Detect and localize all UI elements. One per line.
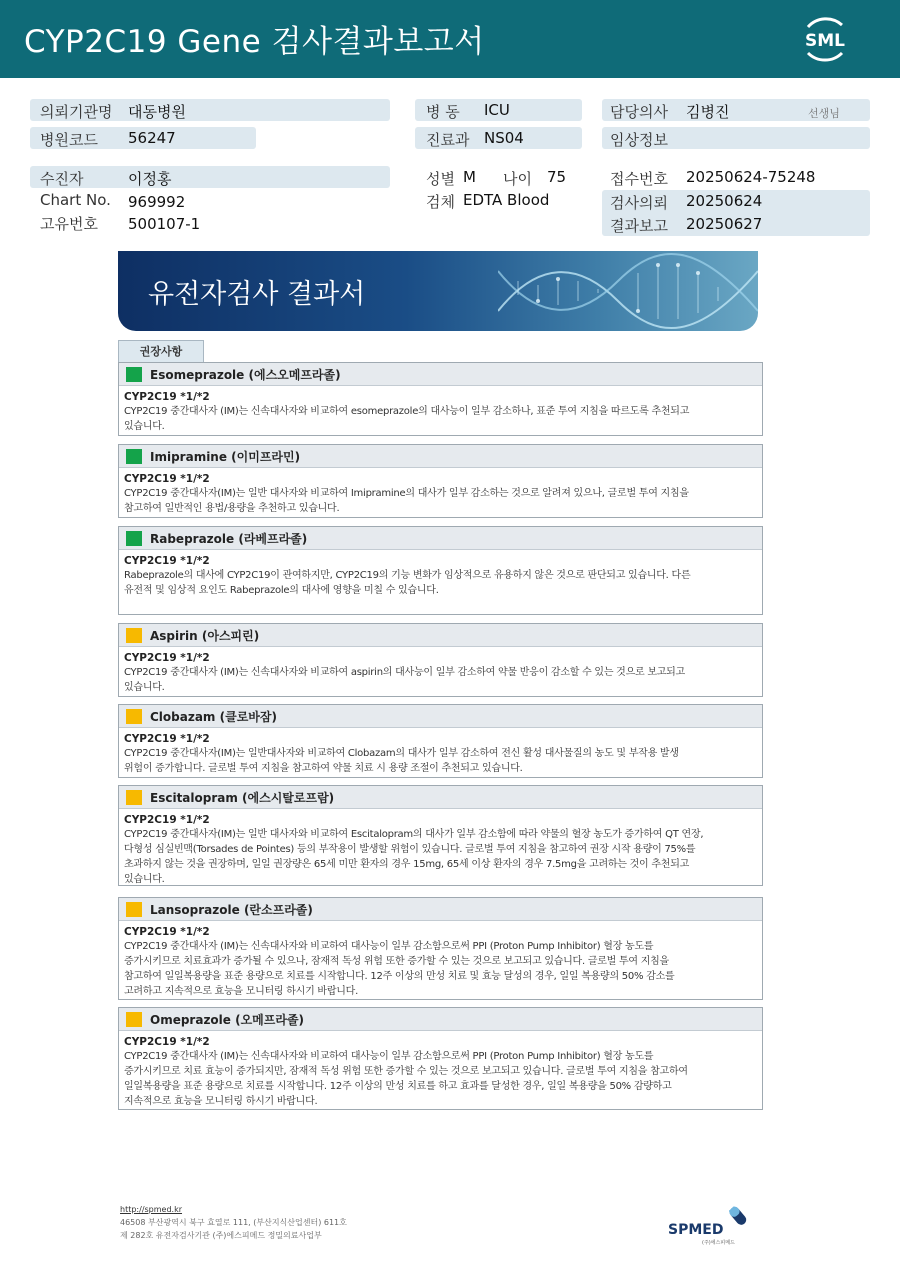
footer-address: 46508 부산광역시 북구 효열로 111, (부산지식산업센터) 611호 xyxy=(120,1218,347,1227)
drug-card-header xyxy=(119,898,762,921)
drug-description-line: 있습니다. xyxy=(124,682,165,693)
drug-description-line: CYP2C19 중간대사자(IM)는 일반 대사자와 비교하여 Escitalopram의 대사가 일부 감소함에 따라 약물의 혈장 농도가 증가하여 QT 연장, xyxy=(124,829,704,840)
institution-label: 의뢰기관명 xyxy=(40,103,113,121)
drug-description-line: 일일복용량을 표준 용량으로 치료를 시작합니다. 12주 이상의 만성 치료를 하고 효과를 달성한 경우, 일일 복용량을 50% 감량하고 xyxy=(124,1081,672,1092)
patient-name-value: 이정홍 xyxy=(128,170,172,188)
drug-description-line: CYP2C19 중간대사자 (IM)는 신속대사자와 비교하여 esomeprazole의 대사능이 일부 감소하나, 표준 투여 지침을 따르도록 추천되고 xyxy=(124,406,690,417)
recommendation-level-indicator xyxy=(126,709,142,724)
drug-name: Rabeprazole (라베프라졸) xyxy=(150,532,308,546)
institution-value: 대동병원 xyxy=(128,103,186,121)
genotype: CYP2C19 *1/*2 xyxy=(124,1036,210,1048)
hospital-code-label: 병원코드 xyxy=(40,131,98,149)
uid-value: 500107-1 xyxy=(128,215,201,233)
drug-name: Esomeprazole (에스오메프라졸) xyxy=(150,368,341,382)
clinical-label: 임상정보 xyxy=(610,131,668,149)
drug-description-line: 증가시키므로 치료 효능이 증가되지만, 잠재적 독성 위험 또한 증가할 수 있는 것으로 보고되고 있습니다. 글로벌 투여 지침을 참고하여 xyxy=(124,1066,688,1077)
drug-card xyxy=(118,362,763,436)
report-date-value: 20250627 xyxy=(686,215,763,233)
drug-card-body xyxy=(119,921,762,1003)
spmed-logo-text: SPMED xyxy=(668,1222,724,1238)
drug-name: Clobazam (클로바잠) xyxy=(150,710,277,724)
dna-helix-graphic xyxy=(498,251,758,331)
drug-card-header xyxy=(119,363,762,386)
sml-logo-text: SML xyxy=(805,31,845,51)
hospital-code-value: 56247 xyxy=(128,129,176,147)
sex-value: M xyxy=(463,168,476,186)
drug-name: Imipramine (이미프라민) xyxy=(150,450,301,464)
report-title: CYP2C19 Gene 검사결과보고서 xyxy=(24,24,485,60)
drug-description-line: 위험이 증가합니다. 글로벌 투여 지침을 참고하여 약물 치료 시 용량 조절이 추천되고 있습니다. xyxy=(124,763,523,774)
genotype: CYP2C19 *1/*2 xyxy=(124,391,210,403)
drug-description-line: 지속적으로 효능을 모니터링 하시기 바랍니다. xyxy=(124,1096,318,1107)
drug-card-body xyxy=(119,386,762,438)
drug-description-line: 참고하여 일일복용량을 표준 용량으로 치료를 시작합니다. 12주 이상의 만성 치료 및 효능 달성의 경우, 일일 복용량의 50% 감소를 xyxy=(124,971,675,982)
genotype: CYP2C19 *1/*2 xyxy=(124,473,210,485)
dept-label: 진료과 xyxy=(426,131,470,149)
drug-card-header xyxy=(119,1008,762,1031)
drug-description-line: 초과하지 않는 것을 권장하며, 일일 권장량은 65세 미만 환자의 경우 15mg, 65세 이상 환자의 경우 7.5mg을 고려하는 것이 추천되고 xyxy=(124,859,690,870)
sex-label: 성별 xyxy=(426,170,455,188)
genotype: CYP2C19 *1/*2 xyxy=(124,555,210,567)
drug-name: Escitalopram (에스시탈로프람) xyxy=(150,791,335,805)
drug-card-body xyxy=(119,647,762,699)
footer-url[interactable]: http://spmed.kr xyxy=(120,1205,183,1214)
drug-card-header xyxy=(119,786,762,809)
specimen-value: EDTA Blood xyxy=(463,191,550,209)
drug-card-header xyxy=(119,624,762,647)
genotype: CYP2C19 *1/*2 xyxy=(124,814,210,826)
chart-no-label: Chart No. xyxy=(40,191,111,209)
genotype: CYP2C19 *1/*2 xyxy=(124,652,210,664)
report-date-label: 결과보고 xyxy=(610,217,668,235)
request-date-label: 검사의뢰 xyxy=(610,194,668,212)
drug-name: Lansoprazole (란소프라졸) xyxy=(150,903,313,917)
drug-description-line: CYP2C19 중간대사자(IM)는 일반 대사자와 비교하여 Imipramine의 대사가 일부 감소하는 것으로 알려져 있으나, 글로벌 투여 지침을 xyxy=(124,488,689,499)
banner-title: 유전자검사 결과서 xyxy=(148,279,366,310)
recommendation-level-indicator xyxy=(126,1012,142,1027)
dept-value: NS04 xyxy=(484,129,524,147)
footer xyxy=(120,1203,347,1242)
footer-license: 제 282호 유전자검사기관 (주)에스피메드 정밀의료사업부 xyxy=(120,1231,322,1240)
drug-description-line: CYP2C19 중간대사자 (IM)는 신속대사자와 비교하여 대사능이 일부 감소함으로써 PPI (Proton Pump Inhibitor) 혈장 농도를 xyxy=(124,941,654,952)
age-label: 나이 xyxy=(503,170,532,188)
genotype: CYP2C19 *1/*2 xyxy=(124,733,210,745)
drug-description-line: 있습니다. xyxy=(124,421,165,432)
result-banner xyxy=(118,251,758,331)
drug-card xyxy=(118,897,763,1000)
age-value: 75 xyxy=(547,168,567,186)
drug-description-line: CYP2C19 중간대사자 (IM)는 신속대사자와 비교하여 대사능이 일부 감소함으로써 PPI (Proton Pump Inhibitor) 혈장 농도를 xyxy=(124,1051,654,1062)
drug-card-body xyxy=(119,728,762,780)
drug-card xyxy=(118,526,763,615)
recommendation-level-indicator xyxy=(126,628,142,643)
drug-card-body xyxy=(119,809,762,891)
drug-card-body xyxy=(119,468,762,520)
receipt-label: 접수번호 xyxy=(610,170,668,188)
recommendation-level-indicator xyxy=(126,531,142,546)
drug-description-line: 고려하고 지속적으로 효능을 모니터링 하시기 바랍니다. xyxy=(124,986,359,997)
ward-value: ICU xyxy=(484,101,510,119)
drug-card xyxy=(118,623,763,697)
drug-description-line: 증가시키므로 치료효과가 증가될 수 있으나, 잠재적 독성 위험 또한 증가할 수 있는 것으로 보고되고 있습니다. 글로벌 투여 지침을 xyxy=(124,956,669,967)
spmed-logo xyxy=(668,1202,758,1246)
drug-card xyxy=(118,444,763,518)
doctor-value: 김병진 xyxy=(686,103,730,121)
doctor-suffix: 선생님 xyxy=(808,107,840,120)
drug-description-line: 참고하여 일반적인 용법/용량을 추천하고 있습니다. xyxy=(124,503,340,514)
drug-card-body xyxy=(119,550,762,602)
patient-name-row xyxy=(30,166,390,188)
report-header xyxy=(0,0,900,78)
doctor-label: 담당의사 xyxy=(610,103,668,121)
sml-logo xyxy=(798,13,852,65)
drug-card-body xyxy=(119,1031,762,1113)
ward-label: 병 동 xyxy=(426,103,460,121)
recommendation-level-indicator xyxy=(126,367,142,382)
recommendation-level-indicator xyxy=(126,449,142,464)
specimen-label: 검체 xyxy=(426,193,455,211)
spmed-logo-subtext: (주)에스피메드 xyxy=(702,1240,735,1246)
chart-no-value: 969992 xyxy=(128,193,186,211)
drug-description-line: CYP2C19 중간대사자 (IM)는 신속대사자와 비교하여 aspirin의 대사능이 일부 감소하여 약물 반응이 감소할 수 있는 것으로 보고되고 xyxy=(124,667,685,678)
drug-card-header xyxy=(119,705,762,728)
request-date-value: 20250624 xyxy=(686,192,763,210)
drug-name: Omeprazole (오메프라졸) xyxy=(150,1013,305,1027)
drug-card xyxy=(118,704,763,778)
drug-description-line: Rabeprazole의 대사에 CYP2C19이 관여하지만, CYP2C19의 기능 변화가 임상적으로 유용하지 않은 것으로 판단되고 있습니다. 다른 xyxy=(124,570,691,581)
drug-description-line: 유전적 및 임상적 요인도 Rabeprazole의 대사에 영향을 미칠 수 있습니다. xyxy=(124,585,439,596)
uid-label: 고유번호 xyxy=(40,215,98,233)
drug-description-line: CYP2C19 중간대사자(IM)는 일반대사자와 비교하여 Clobazam의 대사가 일부 감소하여 전신 활성 대사물질의 농도 및 부작용 발생 xyxy=(124,748,679,759)
drug-card xyxy=(118,1007,763,1110)
drug-name: Aspirin (아스피린) xyxy=(150,629,260,643)
drug-description-line: 있습니다. xyxy=(124,874,165,885)
genotype: CYP2C19 *1/*2 xyxy=(124,926,210,938)
receipt-value: 20250624-75248 xyxy=(686,168,816,186)
drug-description-line: 다형성 심실빈맥(Torsades de Pointes) 등의 부작용이 발생할 위험이 있습니다. 글로벌 투여 지침을 참고하여 권장 시작 용량이 75%를 xyxy=(124,844,696,855)
patient-name-label: 수진자 xyxy=(40,170,84,188)
drug-card-header xyxy=(119,445,762,468)
drug-card xyxy=(118,785,763,886)
recommendation-level-indicator xyxy=(126,790,142,805)
tab-recommendations[interactable]: 권장사항 xyxy=(118,340,204,362)
drug-card-header xyxy=(119,527,762,550)
recommendation-level-indicator xyxy=(126,902,142,917)
